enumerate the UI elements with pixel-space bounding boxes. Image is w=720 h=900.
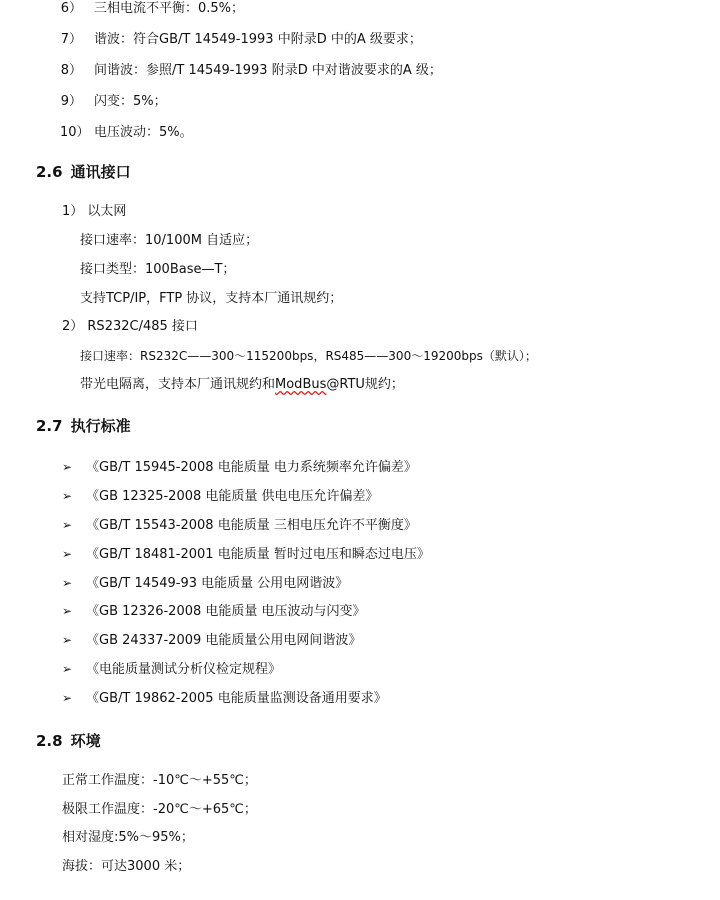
section-number: 2.8 <box>36 732 63 750</box>
standard-text: 《GB/T 15543-2008 电能质量 三相电压允许不平衡度》 <box>86 518 417 533</box>
list-text: 三相电流不平衡：0.5%； <box>94 1 245 16</box>
arrow-bullet-icon: ➢ <box>62 633 73 647</box>
standard-item <box>62 574 348 593</box>
paragraph-line: 接口类型：100Base—T； <box>80 262 236 277</box>
list-text: 电压波动：5%。 <box>94 125 193 140</box>
list-item-6 <box>60 0 244 18</box>
standard-text: 《GB 24337-2009 电能质量公用电网间谐波》 <box>86 633 362 648</box>
arrow-bullet-icon: ➢ <box>62 662 73 676</box>
list-item-10 <box>60 124 193 142</box>
list-number: 10） <box>60 125 90 140</box>
arrow-bullet-icon: ➢ <box>62 576 73 590</box>
env-line: 相对湿度:5%～95%； <box>62 830 194 845</box>
section-number: 2.6 <box>36 163 63 181</box>
section-title: 执行标准 <box>70 417 131 435</box>
standard-text: 《GB 12325-2008 电能质量 供电电压允许偏差》 <box>86 489 379 504</box>
standard-text: 《GB/T 15945-2008 电能质量 电力系统频率允许偏差》 <box>86 460 417 475</box>
list-text: 闪变：5%； <box>94 94 167 109</box>
sublist-label-ethernet: 1） 以太网 <box>62 204 127 219</box>
env-line: 正常工作温度：-10℃～+55℃； <box>62 773 257 788</box>
section-heading-2-8 <box>36 731 101 751</box>
arrow-bullet-icon: ➢ <box>62 518 73 532</box>
text-run: 带光电隔离，支持本厂通讯规约和 <box>80 377 276 392</box>
list-item-8 <box>60 62 442 80</box>
list-number: 8） <box>60 63 82 78</box>
arrow-bullet-icon: ➢ <box>62 489 73 503</box>
standard-text: 《GB/T 18481-2001 电能质量 暂时过电压和瞬态过电压》 <box>86 547 430 562</box>
arrow-bullet-icon: ➢ <box>62 547 73 561</box>
paragraph-line: 接口速率：10/100M 自适应； <box>80 233 259 248</box>
paragraph-line: 支持TCP/IP，FTP 协议，支持本厂通讯规约； <box>80 291 343 306</box>
sublist-label-rs232: 2） RS232C/485 接口 <box>62 319 198 334</box>
standard-item <box>62 458 417 477</box>
standard-item <box>62 631 361 650</box>
standard-item <box>62 545 430 564</box>
section-heading-2-6 <box>36 162 131 182</box>
standard-text: 《GB/T 19862-2005 电能质量监测设备通用要求》 <box>86 691 387 706</box>
standard-text: 《GB/T 14549-93 电能质量 公用电网谐波》 <box>86 576 349 591</box>
list-text: 谐波：符合GB/T 14549-1993 中附录D 中的A 级要求； <box>94 32 422 47</box>
env-line: 极限工作温度：-20℃～+65℃； <box>62 802 257 817</box>
standard-item <box>62 660 281 679</box>
list-number: 6） <box>60 1 82 16</box>
env-line: 海拔：可达3000 米； <box>62 859 191 874</box>
standard-item <box>62 487 379 506</box>
list-item-7 <box>60 31 422 49</box>
standard-item <box>62 689 387 708</box>
list-text: 间谐波：参照/T 14549-1993 附录D 中对谐波要求的A 级； <box>94 63 442 78</box>
standard-text: 《电能质量测试分析仪检定规程》 <box>86 662 282 677</box>
paragraph-line <box>80 376 404 394</box>
section-title: 环境 <box>70 732 101 750</box>
list-number: 7） <box>60 32 82 47</box>
standard-item <box>62 602 366 621</box>
list-item-9 <box>60 93 167 111</box>
section-heading-2-7 <box>36 416 131 436</box>
arrow-bullet-icon: ➢ <box>62 460 73 474</box>
text-run: @RTU规约； <box>326 377 404 392</box>
arrow-bullet-icon: ➢ <box>62 604 73 618</box>
list-number: 9） <box>60 94 82 109</box>
spellcheck-underlined-text: ModBus <box>275 377 327 392</box>
section-number: 2.7 <box>36 417 63 435</box>
paragraph-line: 接口速率：RS232C——300～115200bps，RS485——300～19200bps（默认）； <box>80 349 537 363</box>
section-title: 通讯接口 <box>70 163 131 181</box>
standard-text: 《GB 12326-2008 电能质量 电压波动与闪变》 <box>86 604 366 619</box>
standard-item <box>62 516 417 535</box>
arrow-bullet-icon: ➢ <box>62 691 73 705</box>
